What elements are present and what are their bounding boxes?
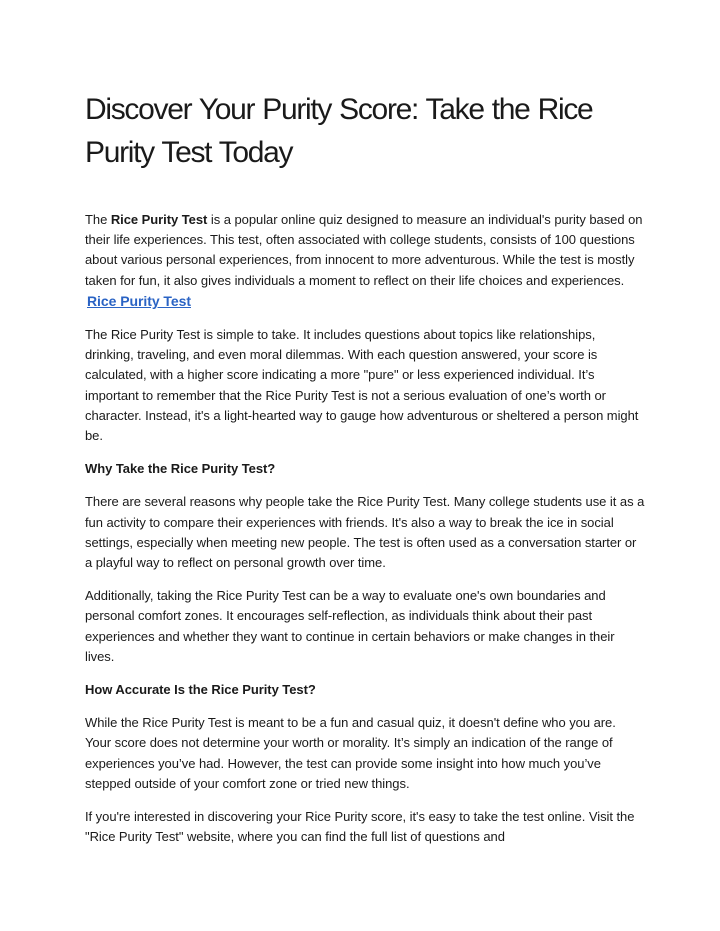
paragraph-reasons: There are several reasons why people take the Rice Purity Test. Many college students use it as a fun activity to compare their experiences with friends. It's also a way to break the ice in social settings, especially when meeting new people. The test is often used as a conversation starter or a playful way to reflect on personal growth over time.	[85, 494, 645, 571]
paragraph-accuracy: While the Rice Purity Test is meant to be a fun and casual quiz, it doesn't define who you are. Your score does not determine your worth or morality. It’s simply an indication of the range of experiences you’ve had. However, the test can provide some insight into how much you’ve stepped outside of your comfort zone or tried new things.	[85, 715, 616, 791]
document-page	[85, 88, 645, 860]
page-title: Discover Your Purity Score: Take the Rice Purity Test Today	[85, 93, 593, 169]
paragraph-how-it-works: The Rice Purity Test is simple to take. It includes questions about topics like relationships, drinking, traveling, and even moral dilemmas. With each question answered, your score is calculated, with a higher score indicating a more "pure" or less experienced individual. It’s important to remember that the Rice Purity Test is not a serious evaluation of one’s worth or character. Instead, it's a light-hearted way to gauge how adventurous or sheltered a person might be.	[85, 327, 639, 444]
intro-lead: The	[85, 212, 111, 227]
heading-how-accurate: How Accurate Is the Rice Purity Test?	[85, 682, 316, 698]
paragraph-additionally: Additionally, taking the Rice Purity Test can be a way to evaluate one's own boundaries and personal comfort zones. It encourages self-reflection, as individuals think about their past experiences and whether they want to continue in certain behaviors or make changes in their lives.	[85, 588, 615, 664]
heading-why-take: Why Take the Rice Purity Test?	[85, 461, 276, 477]
intro-text: is a popular online quiz designed to measure an individual's purity based on their life experiences. This test, often associated with college students, consists of 100 questions about various personal experiences, from innocent to more adventurous. While the test is mostly taken for fun, it also gives individuals a moment to reflect on their life choices and experiences.	[85, 212, 643, 288]
rice-purity-test-link[interactable]: Rice Purity Test	[87, 292, 191, 309]
paragraph-take-online: If you're interested in discovering your Rice Purity score, it's easy to take the test online. Visit the "Rice Purity Test" website, where you can find the full list of questions and	[85, 809, 635, 845]
intro-paragraph	[85, 210, 645, 312]
intro-bold-term: Rice Purity Test	[110, 212, 208, 227]
